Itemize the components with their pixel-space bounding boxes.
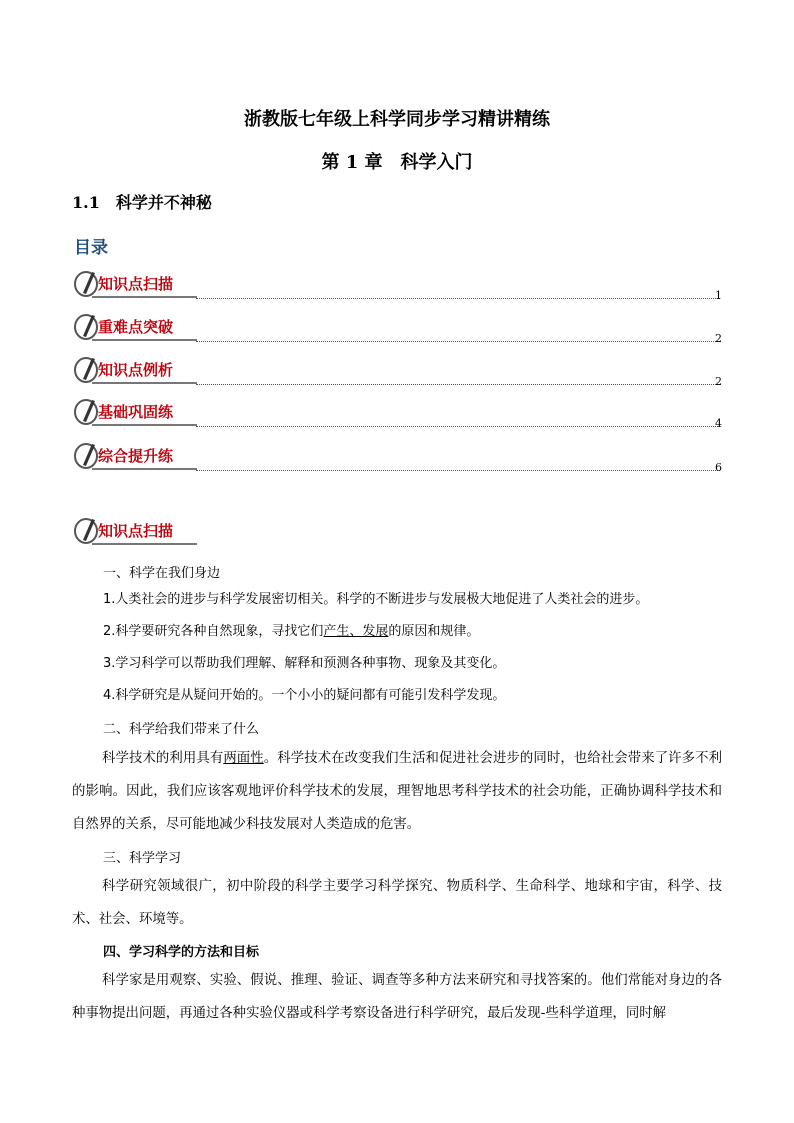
part1-heading: 一、科学在我们身边	[103, 566, 221, 581]
toc-leader	[196, 384, 720, 385]
section-badge	[72, 515, 179, 545]
underlined-text: 产生、发展	[323, 624, 389, 639]
toc-page-number: 2	[715, 375, 722, 388]
toc-page-number: 4	[715, 417, 722, 430]
toc-leader	[196, 470, 720, 471]
chapter-title: 第 1 章 科学入门	[321, 152, 473, 173]
toc-entry-2[interactable]	[72, 311, 179, 341]
toc-entry-label: 综合提升练	[92, 443, 179, 468]
toc-entry-label: 基础巩固练	[92, 399, 179, 424]
part4-heading: 四、学习科学的方法和目标	[103, 945, 260, 960]
toc-leader	[196, 298, 720, 299]
part3-paragraph: 科学研究领域很广，初中阶段的科学主要学习科学探究、物质科学、生命科学、地球和宇宙，科学、技术、社会、环境等。	[72, 879, 722, 927]
toc-entry-1[interactable]	[72, 268, 179, 298]
toc-page-number: 1	[715, 289, 722, 302]
part1-item-3: 3.学习科学可以帮助我们理解、解释和预测各种事物、现象及其变化。	[103, 656, 506, 671]
toc-entry-3[interactable]	[72, 354, 179, 384]
text: 。科学技术在改变我们生活和促进社会进步的同时，也给社会带来了许多不利的影响。因此，我们应该客观地评价科学技术的发展，理智地思考科学技术的社会功能，正确协调科学技术和自然界的关系，尽可能地减少科技发展对人类造成的危害。	[72, 751, 723, 832]
toc-page-number: 6	[715, 461, 722, 474]
part1-item-1: 1.人类社会的进步与科学发展密切相关。科学的不断进步与发展极大地促进了人类社会的进步。	[103, 592, 649, 607]
part4-paragraph: 科学家是用观察、实验、假说、推理、验证、调查等多种方法来研究和寻找答案的。他们常能对身边的各种事物提出问题，再通过各种实验仪器或科学考察设备进行科学研究，最后发现-些科学道理，同时解	[72, 973, 722, 1021]
part2-heading: 二、科学给我们带来了什么	[103, 722, 260, 737]
toc-entry-label: 知识点例析	[92, 357, 179, 382]
section-badge-label: 知识点扫描	[92, 518, 179, 543]
part3-heading: 三、科学学习	[103, 851, 182, 866]
toc-entry-label: 重难点突破	[92, 314, 179, 339]
toc-entry-4[interactable]	[72, 396, 179, 426]
underlined-text: 两面性	[223, 751, 264, 766]
book-title: 浙教版七年级上科学同步学习精讲精练	[244, 109, 550, 130]
text: 2.科学要研究各种自然现象，寻找它们	[103, 624, 324, 639]
section-title: 1.1 科学并不神秘	[72, 193, 212, 212]
toc-leader	[196, 341, 720, 342]
text: 的原因和规律。	[388, 624, 480, 639]
toc-entry-5[interactable]	[72, 440, 179, 470]
part2-paragraph	[72, 742, 722, 841]
toc-page-number: 2	[715, 332, 722, 345]
part1-item-2	[103, 624, 479, 640]
toc-heading: 目录	[74, 238, 108, 258]
toc-leader	[196, 426, 720, 427]
toc-entry-label: 知识点扫描	[92, 271, 179, 296]
text: 科学技术的利用具有	[102, 751, 224, 766]
part1-item-4: 4.科学研究是从疑问开始的。一个小小的疑问都有可能引发科学发现。	[103, 688, 506, 703]
